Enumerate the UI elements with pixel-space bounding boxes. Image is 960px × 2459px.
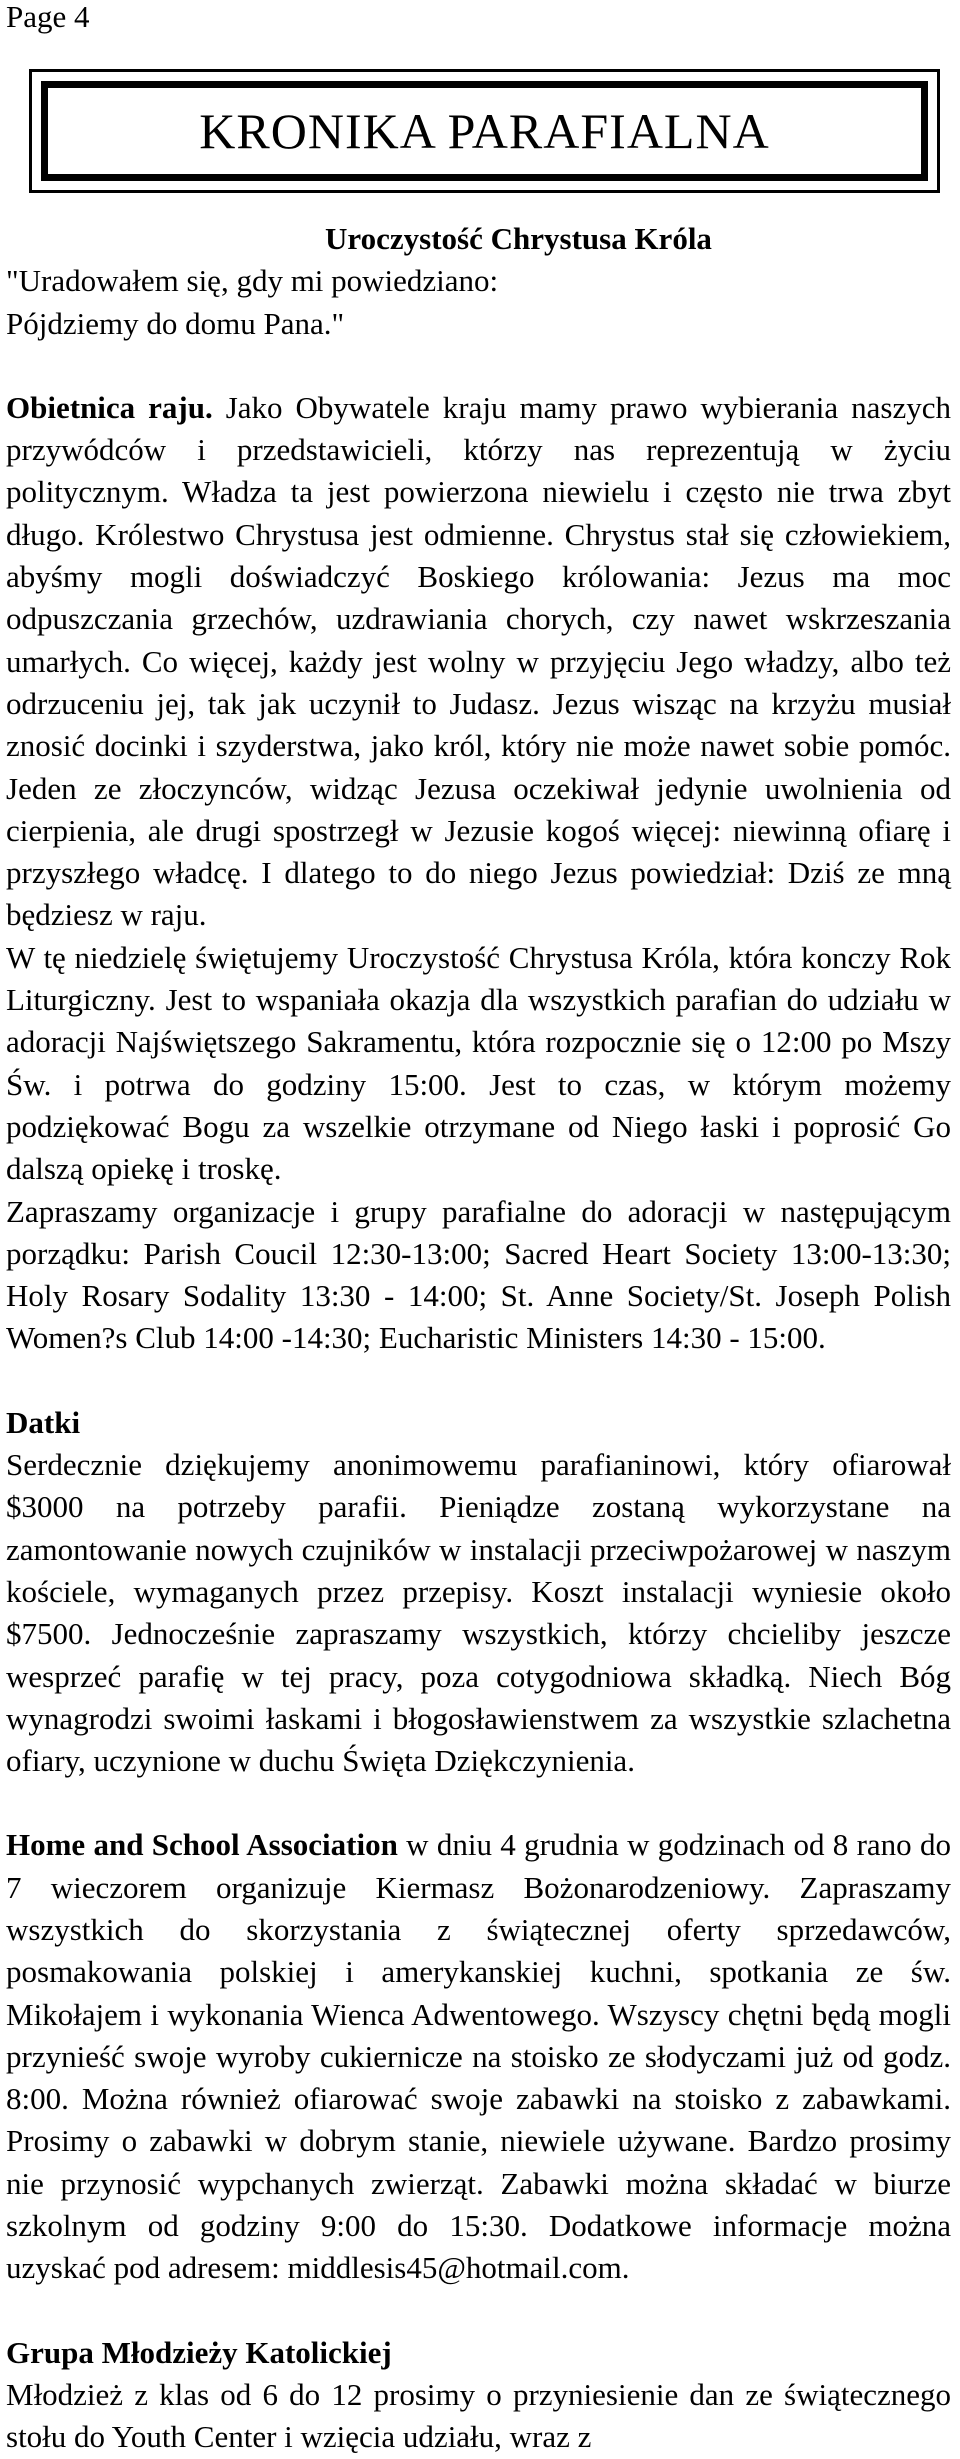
- title-banner: [29, 69, 940, 193]
- paragraph-home-school: [6, 1824, 951, 2289]
- paragraph-donations: Serdecznie dziękujemy anonimowemu parafianinowi, który ofiarował $3000 na potrzeby parafii. Pieniądze zostaną wykorzystane na zamontowanie nowych czujników w instalacji przeciwpożarowej w naszym kościele, wymaganych przez przepisy. Koszt instalacji wyniesie około $7500. Jednocześnie zapraszamy wszystkich, którzy chcieliby jeszcze wesprzeć parafię w tej pracy, poza cotygodniowa składką. Niech Bóg wynagrodzi swoimi łaskami i błogosławienstwem za wszystkie szlachetna ofiary, uczynione w duchu Święta Dziękczynienia.: [6, 1447, 951, 1779]
- lead-promise: Obietnica raju.: [6, 389, 213, 425]
- feast-title: Uroczystość Chrystusa Króla: [325, 221, 712, 256]
- text-promise: Jako Obywatele kraju mamy prawo wybierania naszych przywódców i przedstawicieli, którzy nas reprezentują w życiu politycznym. Władza ta jest powierzona niewielu i często nie trwa zbyt długo. Królestwo Chrystusa jest odmienne. Chrystus stał się człowiekiem, abyśmy mogli doświadczyć Boskiego królowania: Jezus ma moc odpuszczania grzechów, uzdrawiania chorych, czy nawet wskrzeszania umarłych. Co więcej, każdy jest wolny w przyjęciu Jego władzy, albo też odrzuceniu jej, tak jak uczynił to Judasz. Jezus wisząc na krzyżu musiał znosić docinki i szyderstwa, jako król, który nie może nawet sobie pomóc. Jeden ze złoczynców, widząc Jezusa oczekiwał jedynie uwolnienia od cierpienia, ale drugi spostrzegł w Jezusie kogoś więcej: niewinną ofiarę i przyszłego władcę. I dlatego to do niego Jezus powiedział: Dziś ze mną będziesz w raju.: [6, 389, 951, 933]
- lead-home-school: Home and School Association: [6, 1827, 398, 1863]
- paragraph-promise: [6, 387, 951, 937]
- banner-title: KRONIKA PARAFIALNA: [199, 103, 770, 159]
- article-body: [6, 218, 951, 2459]
- donations-heading: Datki: [6, 1404, 81, 1440]
- paragraph-adoration-schedule: Zapraszamy organizacje i grupy parafialne do adoracji w następującym porządku: Parish Coucil 12:30-13:00; Sacred Heart Society 13:00-13:30; Holy Rosary Sodality 13:30 - 14:00; St. Anne Society/St. Joseph Polish Women?s Club 14:00 -14:30; Eucharistic Ministers 14:30 - 15:00.: [6, 1193, 951, 1356]
- spacer: [6, 1782, 951, 1824]
- title-banner-inner: [41, 81, 928, 181]
- youth-heading: Grupa Młodzieży Katolickiej: [6, 2334, 392, 2370]
- paragraph-youth: Młodzież z klas od 6 do 12 prosimy o przyniesienie dan ze świątecznego stołu do Youth Center i wzięcia udziału, wraz z: [6, 2376, 951, 2455]
- quote-line-2: Pójdziemy do domu Pana.": [6, 305, 345, 341]
- quote-line-1: "Uradowałem się, gdy mi powiedziano:: [6, 263, 499, 299]
- spacer: [6, 345, 951, 387]
- text-home-school: w dniu 4 grudnia w godzinach od 8 rano do 7 wieczorem organizuje Kiermasz Bożonarodzeniowy. Zapraszamy wszystkich do skorzystania z świątecznej oferty sprzedawców, posmakowania polskiej i amerykanskiej kuchni, spotkania ze św. Mikołajem i wykonania Wienca Adwentowego. Wszyscy chętni będą mogli przynieść swoje wyroby cukiernicze na stoisko ze słodyczami już od godz. 8:00. Można również ofiarować swoje zabawki na stoisko z zabawkami. Prosimy o zabawki w dobrym stanie, niewiele używane. Bardzo prosimy nie przynosić wypchanych zwierząt. Zabawki można składać w biurze szkolnym od godziny 9:00 do 15:30. Dodatkowe informacje można uzyskać pod adresem: middlesis45@hotmail.com.: [6, 1827, 951, 2286]
- section-title-donations: [6, 1402, 951, 1444]
- spacer: [6, 2290, 951, 2332]
- section-title-youth: [6, 2332, 951, 2374]
- paragraph-christ-king: W tę niedzielę świętujemy Uroczystość Chrystusa Króla, która konczy Rok Liturgiczny. Jest to wspaniała okazja dla wszystkich parafian do udziału w adoracji Najświętszego Sakramentu, która rozpocznie się o 12:00 po Mszy Św. i potrwa do godziny 15:00. Jest to czas, w którym możemy podziękować Bogu za wszelkie otrzymane od Niego łaski i poprosić Go dalszą opiekę i troskę.: [6, 939, 951, 1187]
- spacer: [6, 1360, 951, 1402]
- page-number: Page 4: [6, 0, 90, 34]
